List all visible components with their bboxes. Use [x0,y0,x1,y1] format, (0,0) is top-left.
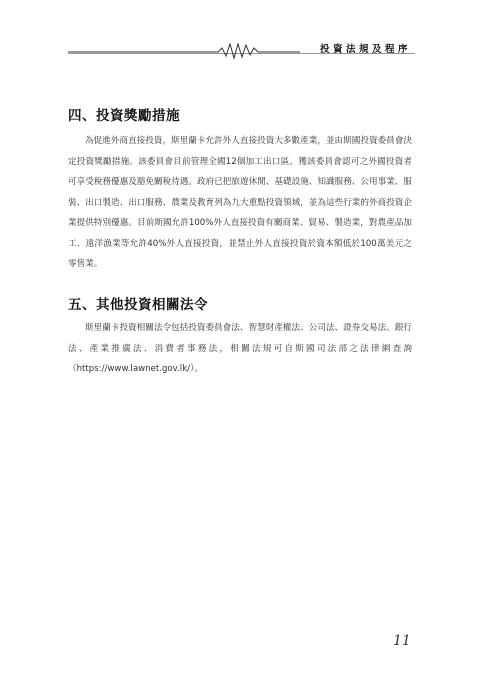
running-header [68,38,415,60]
header-title: 投資法規及程序 [319,44,411,55]
paragraph-other-investment-laws: 斯里蘭卡投資相關法令包括投資委員會法、智慧財產權法、公司法、證券交易法、銀行法、產業推廣法、消費者事務法，相關法規可自斯國司法部之法律網查詢（https://www.lawnet.gov.lk/）。 [68,323,412,374]
section-heading-other-investment-laws: 五、其他投資相關法令 [68,297,208,313]
section-heading-investment-incentives: 四、投資獎勵措施 [68,108,180,124]
paragraph-investment-incentives: 為促進外商直接投資，斯里蘭卡允許外人直接投資大多數產業，並由斯國投資委員會決定投資獎勵措施。該委員會目前管理全國12個加工出口區。獲該委員會認可之外國投資者可享受稅務優惠及豁免關稅待遇。政府已把旅遊休閒、基礎設施、知識服務、公用事業、服裝、出口製造、出口服務、農業及教育列為九大重點投資領域，並為這些行業的外商投資企業提供特別優惠。目前斯國允許100%外人直接投資有關商業、貿易、製造業，對農產品加工、遠洋漁業等允許40%外人直接投資，並禁止外人直接投資於資本額低於100萬美元之零售業。 [68,136,412,269]
page-number: 11 [393,633,411,649]
